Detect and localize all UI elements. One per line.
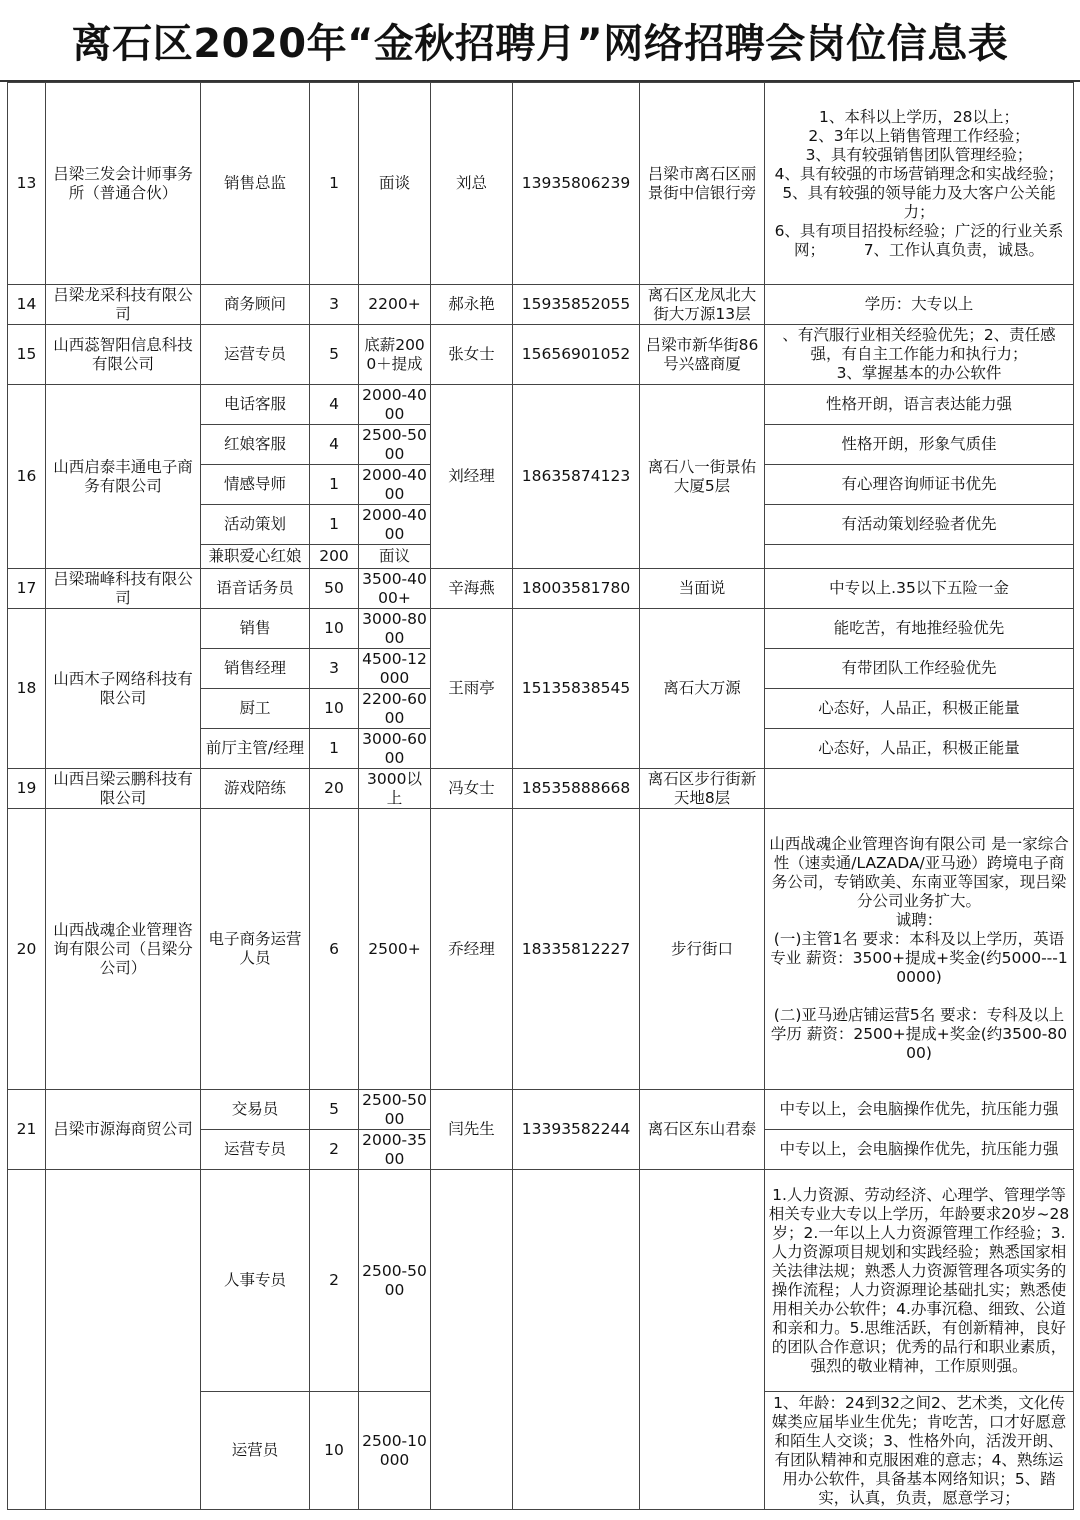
job-count: 20 bbox=[310, 769, 359, 809]
company-address: 离石大万源 bbox=[640, 609, 765, 769]
job-title: 活动策划 bbox=[201, 505, 310, 545]
contact-person: 郝永艳 bbox=[431, 285, 513, 325]
job-title: 游戏陪练 bbox=[201, 769, 310, 809]
job-requirements: 1、本科以上学历，28以上； 2、3年以上销售管理工作经验； 3、具有较强销售团队管理经验； 4、具有较强的市场营销理念和实战经验； 5、具有较强的领导能力及大客户公关能力； 6、具有项目招投标经验；广泛的行业关系网； 7、工作认真负责，诚恳。 bbox=[765, 83, 1074, 285]
row-number: 13 bbox=[8, 83, 46, 285]
job-count: 2 bbox=[310, 1130, 359, 1170]
row-number: 18 bbox=[8, 609, 46, 769]
row-number: 21 bbox=[8, 1090, 46, 1170]
company-address: 吕梁市新华街86号兴盛商厦 bbox=[640, 325, 765, 385]
job-requirements: 、有汽服行业相关经验优先；2、责任感强，有自主工作能力和执行力； 3、掌握基本的办公软件 bbox=[765, 325, 1074, 385]
job-salary: 2500-5000 bbox=[359, 425, 431, 465]
row-number: 16 bbox=[8, 385, 46, 569]
job-requirements bbox=[765, 769, 1074, 809]
job-count: 10 bbox=[310, 609, 359, 649]
company-name: 吕梁龙采科技有限公司 bbox=[46, 285, 201, 325]
job-count: 2 bbox=[310, 1170, 359, 1392]
job-title: 厨工 bbox=[201, 689, 310, 729]
contact-phone: 15656901052 bbox=[513, 325, 640, 385]
table-row bbox=[8, 1090, 1074, 1130]
job-title: 电子商务运营人员 bbox=[201, 809, 310, 1090]
job-salary: 2200+ bbox=[359, 285, 431, 325]
job-count: 3 bbox=[310, 649, 359, 689]
job-title: 运营专员 bbox=[201, 325, 310, 385]
company-name: 吕梁市源海商贸公司 bbox=[46, 1090, 201, 1170]
job-salary: 底薪2000＋提成 bbox=[359, 325, 431, 385]
job-title: 交易员 bbox=[201, 1090, 310, 1130]
company-address: 离石区龙凤北大街大万源13层 bbox=[640, 285, 765, 325]
job-count: 1 bbox=[310, 729, 359, 769]
job-salary: 3000以上 bbox=[359, 769, 431, 809]
job-requirements: 有带团队工作经验优先 bbox=[765, 649, 1074, 689]
job-requirements: 能吃苦，有地推经验优先 bbox=[765, 609, 1074, 649]
job-title: 销售经理 bbox=[201, 649, 310, 689]
job-count: 3 bbox=[310, 285, 359, 325]
job-count: 4 bbox=[310, 385, 359, 425]
table-row bbox=[8, 385, 1074, 425]
contact-phone bbox=[513, 1170, 640, 1510]
table-row bbox=[8, 809, 1074, 1090]
job-requirements: 中专以上.35以下五险一金 bbox=[765, 569, 1074, 609]
job-count: 1 bbox=[310, 505, 359, 545]
job-salary: 2000-4000 bbox=[359, 385, 431, 425]
job-requirements: 1、年龄：24到32之间2、艺术类，文化传媒类应届毕业生优先；肯吃苦，口才好愿意和陌生人交谈；3、性格外向，活泼开朗、有团队精神和克服困难的意志；4、熟练运用办公软件，具备基本网络知识；5、踏实，认真，负责，愿意学习； bbox=[765, 1392, 1074, 1510]
company-address: 离石八一街景佑大厦5层 bbox=[640, 385, 765, 569]
company-address: 吕梁市离石区丽景街中信银行旁 bbox=[640, 83, 765, 285]
job-salary: 3500-4000+ bbox=[359, 569, 431, 609]
row-number: 15 bbox=[8, 325, 46, 385]
job-requirements bbox=[765, 545, 1074, 569]
contact-person: 冯女士 bbox=[431, 769, 513, 809]
job-count: 200 bbox=[310, 545, 359, 569]
contact-phone: 18535888668 bbox=[513, 769, 640, 809]
job-title: 前厅主管/经理 bbox=[201, 729, 310, 769]
company-name: 吕梁瑞峰科技有限公司 bbox=[46, 569, 201, 609]
row-number bbox=[8, 1170, 46, 1510]
contact-person: 闫先生 bbox=[431, 1090, 513, 1170]
company-name: 山西战魂企业管理咨询有限公司（吕梁分公司） bbox=[46, 809, 201, 1090]
company-name: 山西吕梁云鹏科技有限公司 bbox=[46, 769, 201, 809]
row-number: 14 bbox=[8, 285, 46, 325]
job-title: 兼职爱心红娘 bbox=[201, 545, 310, 569]
job-title: 运营员 bbox=[201, 1392, 310, 1510]
contact-person: 张女士 bbox=[431, 325, 513, 385]
row-number: 20 bbox=[8, 809, 46, 1090]
job-count: 1 bbox=[310, 83, 359, 285]
job-count: 10 bbox=[310, 689, 359, 729]
job-requirements: 有心理咨询师证书优先 bbox=[765, 465, 1074, 505]
job-requirements: 心态好，人品正，积极正能量 bbox=[765, 689, 1074, 729]
job-salary: 2000-4000 bbox=[359, 465, 431, 505]
contact-phone: 15935852055 bbox=[513, 285, 640, 325]
job-count: 5 bbox=[310, 325, 359, 385]
job-salary: 面议 bbox=[359, 545, 431, 569]
job-requirements: 1.人力资源、劳动经济、心理学、管理学等相关专业大专以上学历，年龄要求20岁~28岁；2.一年以上人力资源管理工作经验；3.人力资源项目规划和实践经验；熟悉国家相关法律法规；熟悉人力资源管理各项实务的操作流程；人力资源理论基础扎实；熟悉使用相关办公软件；4.办事沉稳、细致、公道和亲和力。5.思维活跃，有创新精神，良好的团队合作意识；优秀的品行和职业素质，强烈的敬业精神，工作原则强。 bbox=[765, 1170, 1074, 1392]
job-salary: 面谈 bbox=[359, 83, 431, 285]
job-requirements: 山西战魂企业管理咨询有限公司 是一家综合性（速卖通/LAZADA/亚马逊）跨境电子商务公司，专销欧美、东南亚等国家，现吕梁分公司业务扩大。 诚聘： (一)主管1名 要求：本科及以上学历，英语专业 薪资：3500+提成+奖金(约5000---10000) (二)亚马逊店铺运营5名 要求：专科及以上学历 薪资：2500+提成+奖金(约3500-8000) bbox=[765, 809, 1074, 1090]
job-salary: 2000-4000 bbox=[359, 505, 431, 545]
job-title: 电话客服 bbox=[201, 385, 310, 425]
job-salary: 2500-5000 bbox=[359, 1170, 431, 1392]
table-row bbox=[8, 285, 1074, 325]
table-row bbox=[8, 769, 1074, 809]
row-number: 17 bbox=[8, 569, 46, 609]
job-table bbox=[7, 82, 1074, 1510]
company-address: 离石区步行街新天地8层 bbox=[640, 769, 765, 809]
job-salary: 2000-3500 bbox=[359, 1130, 431, 1170]
contact-person bbox=[431, 1170, 513, 1510]
job-count: 6 bbox=[310, 809, 359, 1090]
company-name: 山西木子网络科技有限公司 bbox=[46, 609, 201, 769]
job-salary: 3000-6000 bbox=[359, 729, 431, 769]
table-row bbox=[8, 325, 1074, 385]
job-title: 销售 bbox=[201, 609, 310, 649]
contact-person: 刘总 bbox=[431, 83, 513, 285]
table-row bbox=[8, 1170, 1074, 1392]
contact-person: 刘经理 bbox=[431, 385, 513, 569]
job-title: 商务顾问 bbox=[201, 285, 310, 325]
job-title: 情感导师 bbox=[201, 465, 310, 505]
job-salary: 4500-12000 bbox=[359, 649, 431, 689]
company-address: 离石区东山君泰 bbox=[640, 1090, 765, 1170]
job-requirements: 中专以上，会电脑操作优先，抗压能力强 bbox=[765, 1090, 1074, 1130]
table-row bbox=[8, 609, 1074, 649]
job-count: 4 bbox=[310, 425, 359, 465]
row-number: 19 bbox=[8, 769, 46, 809]
table-row bbox=[8, 83, 1074, 285]
job-salary: 2500-5000 bbox=[359, 1090, 431, 1130]
company-name: 吕梁三发会计师事务所（普通合伙） bbox=[46, 83, 201, 285]
job-requirements: 心态好，人品正，积极正能量 bbox=[765, 729, 1074, 769]
company-name: 山西蕊智阳信息科技有限公司 bbox=[46, 325, 201, 385]
company-address bbox=[640, 1170, 765, 1510]
job-salary: 2500-10000 bbox=[359, 1392, 431, 1510]
contact-person: 王雨亭 bbox=[431, 609, 513, 769]
job-requirements: 性格开朗，形象气质佳 bbox=[765, 425, 1074, 465]
contact-phone: 13935806239 bbox=[513, 83, 640, 285]
job-title: 运营专员 bbox=[201, 1130, 310, 1170]
job-requirements: 学历：大专以上 bbox=[765, 285, 1074, 325]
job-title: 语音话务员 bbox=[201, 569, 310, 609]
company-name: 山西启泰丰通电子商务有限公司 bbox=[46, 385, 201, 569]
job-salary: 2500+ bbox=[359, 809, 431, 1090]
contact-phone: 13393582244 bbox=[513, 1090, 640, 1170]
job-count: 50 bbox=[310, 569, 359, 609]
company-address: 当面说 bbox=[640, 569, 765, 609]
job-requirements: 中专以上，会电脑操作优先，抗压能力强 bbox=[765, 1130, 1074, 1170]
job-count: 1 bbox=[310, 465, 359, 505]
job-requirements: 有活动策划经验者优先 bbox=[765, 505, 1074, 545]
job-count: 5 bbox=[310, 1090, 359, 1130]
company-name bbox=[46, 1170, 201, 1510]
contact-phone: 18335812227 bbox=[513, 809, 640, 1090]
page-title: 离石区2020年“金秋招聘月”网络招聘会岗位信息表 bbox=[0, 0, 1080, 82]
contact-phone: 18003581780 bbox=[513, 569, 640, 609]
table-row bbox=[8, 569, 1074, 609]
job-title: 人事专员 bbox=[201, 1170, 310, 1392]
contact-person: 辛海燕 bbox=[431, 569, 513, 609]
job-requirements: 性格开朗，语言表达能力强 bbox=[765, 385, 1074, 425]
job-count: 10 bbox=[310, 1392, 359, 1510]
job-salary: 2200-6000 bbox=[359, 689, 431, 729]
job-title: 红娘客服 bbox=[201, 425, 310, 465]
contact-phone: 18635874123 bbox=[513, 385, 640, 569]
job-salary: 3000-8000 bbox=[359, 609, 431, 649]
job-title: 销售总监 bbox=[201, 83, 310, 285]
company-address: 步行街口 bbox=[640, 809, 765, 1090]
contact-person: 乔经理 bbox=[431, 809, 513, 1090]
contact-phone: 15135838545 bbox=[513, 609, 640, 769]
